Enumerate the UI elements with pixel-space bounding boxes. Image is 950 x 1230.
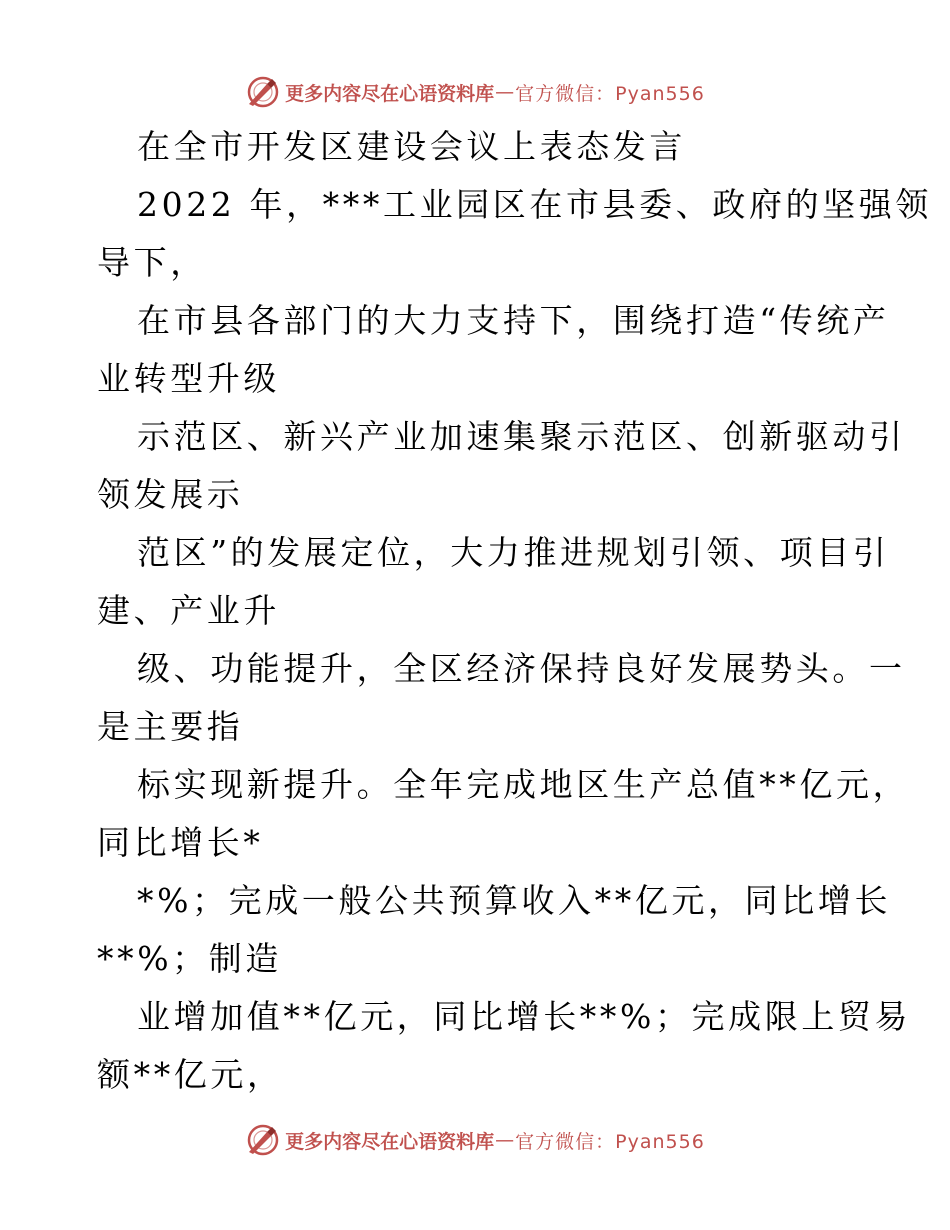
paragraph-line: 在全市开发区建设会议上表态发言	[137, 127, 686, 166]
watermark-dash: —	[495, 1129, 515, 1151]
paragraph-line: 建、产业升	[97, 591, 280, 630]
pen-circle-logo-icon	[245, 1122, 281, 1158]
watermark-sub-text: 官方微信：Pyan556	[515, 82, 705, 105]
paragraph-line: *%；完成一般公共预算收入**亿元，同比增长	[137, 881, 892, 920]
header-watermark	[0, 72, 950, 112]
paragraph-line: 在市县各部门的大力支持下，围绕打造“传统产	[137, 301, 890, 340]
footer-watermark	[0, 1120, 950, 1160]
paragraph-line: 示范区、新兴产业加速集聚示范区、创新驱动引	[137, 417, 906, 456]
watermark-sub-text: 官方微信：Pyan556	[515, 1130, 705, 1153]
paragraph-line: 标实现新提升。全年完成地区生产总值**亿元，	[137, 765, 910, 804]
paragraph-line: 是主要指	[97, 707, 244, 746]
paragraph-line: 额**亿元，	[97, 1055, 284, 1094]
paragraph-line: **%；制造	[97, 939, 282, 978]
watermark-main-text: 更多内容尽在心语资料库	[285, 1130, 495, 1153]
pen-circle-logo-icon	[245, 74, 281, 110]
paragraph-line: 领发展示	[97, 475, 244, 514]
watermark-main-text: 更多内容尽在心语资料库	[285, 82, 495, 105]
paragraph-line: 同比增长*	[97, 823, 264, 862]
paragraph-line: 级、功能提升，全区经济保持良好发展势头。一	[137, 649, 906, 688]
document-body	[97, 118, 932, 1104]
paragraph-line: 2022 年，***工业园区在市县委、政府的坚强领	[137, 185, 932, 224]
paragraph-line: 范区”的发展定位，大力推进规划引领、项目引	[137, 533, 890, 572]
paragraph-line: 导下，	[97, 243, 207, 282]
paragraph-line: 业转型升级	[97, 359, 280, 398]
watermark-dash: —	[495, 81, 515, 103]
paragraph-line: 业增加值**亿元，同比增长**%；完成限上贸易	[137, 997, 912, 1036]
